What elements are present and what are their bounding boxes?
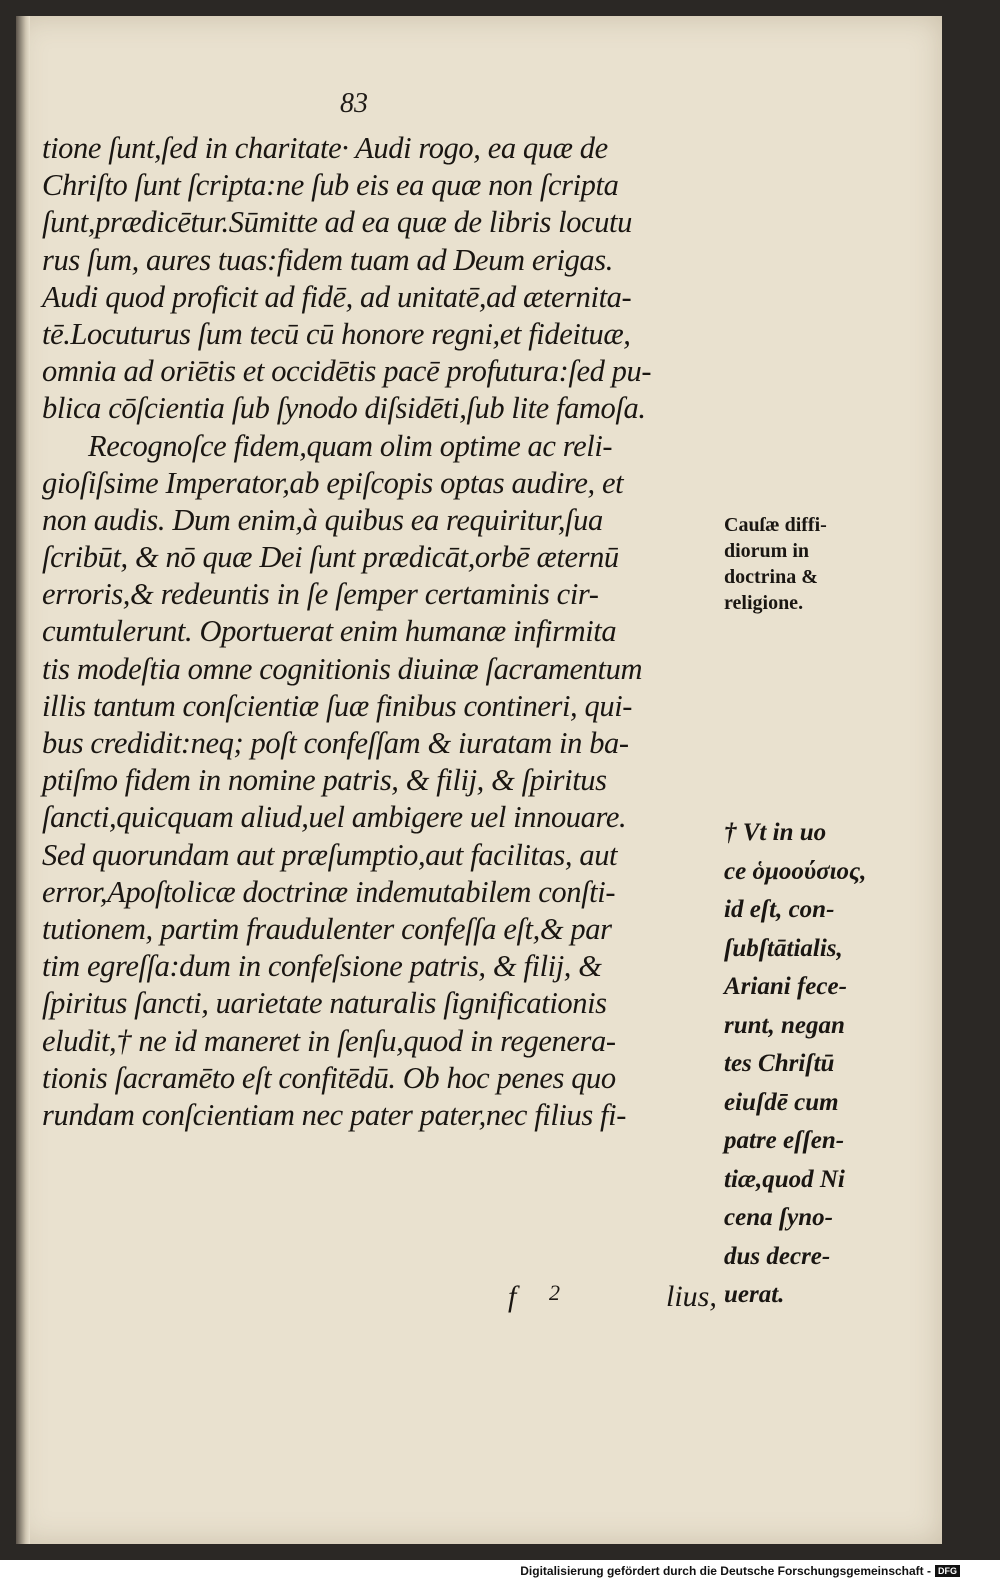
text-line: Chriſto ſunt ſcripta:ne ſub eis ea quæ non ſcripta bbox=[42, 168, 619, 203]
text-line: Audi quod proficit ad fidē, ad unitatē,ad æternita- bbox=[42, 279, 632, 314]
text-line: tē.Locuturus ſum tecū cū honore regni,et fideituæ, bbox=[42, 316, 631, 351]
digitization-credit bbox=[520, 1564, 960, 1578]
marginal-line: Cauſæ diffi- bbox=[724, 514, 827, 536]
page-gutter bbox=[16, 16, 30, 1544]
marginal-line: ſubſtātialis, bbox=[724, 934, 843, 962]
text-line: tione ſunt,ſed in charitate· Audi rogo, ea quæ de bbox=[42, 131, 608, 165]
signature-mark: f bbox=[508, 1280, 517, 1313]
page-number: 83 bbox=[340, 88, 368, 119]
credit-text: Digitalisierung gefördert durch die Deutsche Forschungsgemeinschaft - bbox=[520, 1564, 931, 1578]
text-line: blica cōſcientia ſub ſynodo diſsidēti,ſub lite famoſa. bbox=[42, 391, 646, 426]
text-line: tutionem, partim fraudulenter confeſſa eſt,& par bbox=[42, 911, 612, 946]
text-line: rus ſum, aures tuas:fidem tuam ad Deum erigas. bbox=[42, 242, 613, 277]
marginal-line: ce ὁμοούσιος, bbox=[724, 857, 867, 885]
marginal-line: † Vt in uo bbox=[724, 819, 827, 846]
text-line: ſancti,quicquam aliud,uel ambigere uel innouare. bbox=[42, 800, 627, 835]
marginal-line: diorum in bbox=[724, 540, 810, 562]
marginal-line: id eſt, con- bbox=[724, 896, 835, 923]
marginal-note-causes bbox=[724, 512, 884, 616]
marginal-line: Ariani fece- bbox=[724, 973, 847, 1000]
marginal-line: eiuſdē cum bbox=[724, 1088, 839, 1116]
text-line: tis modeſtia omne cognitionis diuinæ ſacramentum bbox=[42, 651, 643, 686]
text-line: bus credidit:neq; poſt confeſſam & iuratam in ba- bbox=[42, 726, 629, 760]
signature-number: 2 bbox=[549, 1280, 560, 1305]
paragraph-start-line: Recognoſce fidem,quam olim optime ac reli- bbox=[88, 428, 613, 463]
text-line: ſunt,prædicētur.Sūmitte ad ea quæ de libris locutu bbox=[42, 205, 632, 240]
text-line: non audis. Dum enim,à quibus ea requiritur,ſua bbox=[42, 502, 603, 537]
catchword: lius, bbox=[666, 1280, 717, 1313]
marginal-line: tes Chriſtū bbox=[724, 1050, 835, 1077]
marginal-line: patre eſſen- bbox=[724, 1127, 845, 1154]
text-line: gioſiſsime Imperator,ab epiſcopis optas audire, et bbox=[42, 465, 624, 500]
text-line: cumtulerunt. Oportuerat enim humanæ infirmita bbox=[42, 614, 617, 649]
text-line: error,Apoſtolicæ doctrinæ indemutabilem conſti- bbox=[42, 874, 616, 909]
text-line: omnia ad oriētis et occidētis pacē profutura:ſed pu- bbox=[42, 354, 652, 389]
text-line: tim egreſſa:dum in confeſsione patris, & filij, & bbox=[42, 949, 602, 984]
text-line: ſcribūt, & nō quæ Dei ſunt prædicāt,orbē æternū bbox=[42, 540, 619, 575]
text-line: Sed quorundam aut præſumptio,aut facilitas, aut bbox=[42, 837, 618, 872]
marginal-line: tiæ,quod Ni bbox=[724, 1165, 845, 1193]
text-line: ptiſmo fidem in nomine patris, & filij, & ſpiritus bbox=[42, 763, 607, 798]
marginal-line: religione. bbox=[724, 592, 804, 614]
marginal-note-homoousios bbox=[724, 814, 884, 1315]
text-line: tionis ſacramēto eſt confitēdū. Ob hoc penes quo bbox=[42, 1060, 616, 1095]
marginal-line: uerat. bbox=[724, 1281, 785, 1308]
text-line: ſpiritus ſancti, uarietate naturalis ſignificationis bbox=[42, 986, 607, 1021]
dfg-logo: DFG bbox=[935, 1565, 960, 1577]
marginal-line: cena ſyno- bbox=[724, 1204, 833, 1231]
marginal-line: doctrina & bbox=[724, 566, 818, 588]
marginal-line: dus decre- bbox=[724, 1242, 831, 1270]
book-page bbox=[16, 16, 942, 1544]
main-text-block bbox=[42, 130, 722, 1134]
text-line: eludit,† ne id maneret in ſenſu,quod in regenera- bbox=[42, 1023, 616, 1058]
text-line: erroris,& redeuntis in ſe ſemper certaminis cir- bbox=[42, 577, 599, 612]
text-line: rundam conſcientiam nec pater pater,nec filius fi- bbox=[42, 1097, 626, 1132]
marginal-line: runt, negan bbox=[724, 1011, 845, 1039]
text-line: illis tantum conſcientiæ ſuæ finibus contineri, qui- bbox=[42, 688, 633, 723]
